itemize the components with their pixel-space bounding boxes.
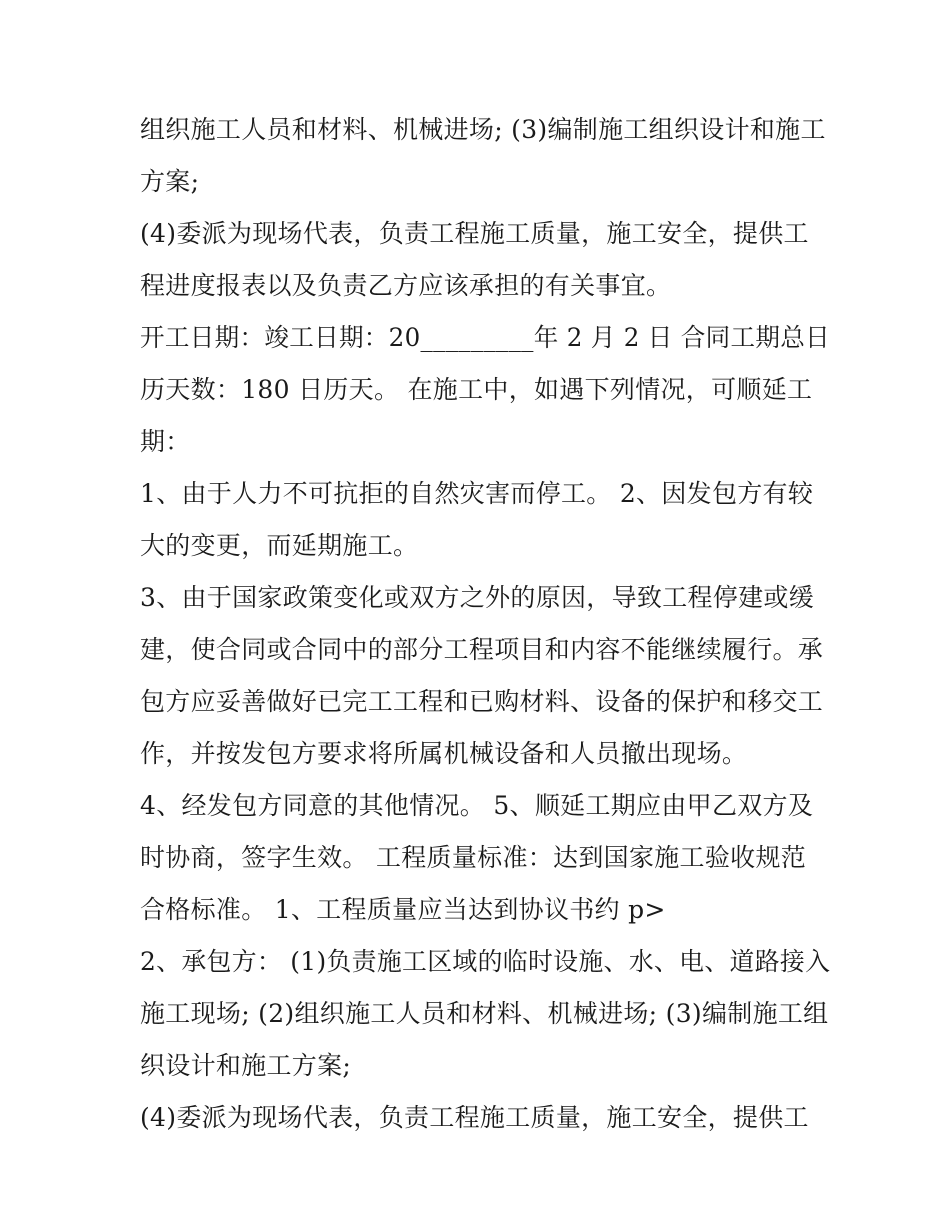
text-line: (4)委派为现场代表，负责工程施工质量，施工安全，提供工 (140, 1103, 809, 1132)
text-line: 施工现场; (2)组织施工人员和材料、机械进场; (3)编制施工组 (140, 999, 829, 1028)
text-line: 方案; (140, 167, 200, 196)
text-line: 建，使合同或合同中的部分工程项目和内容不能继续履行。承 (140, 635, 824, 664)
text-line: 历天数：180 日历天。 在施工中，如遇下列情况，可顺延工 (140, 375, 813, 404)
text-line: 合格标准。 1、工程质量应当达到协议书约 p> (140, 895, 666, 924)
text-line: 3、由于国家政策变化或双方之外的原因，导致工程停建或缓 (140, 583, 815, 612)
text-line: 织设计和施工方案; (140, 1051, 352, 1080)
text-line: 包方应妥善做好已完工工程和已购材料、设备的保护和移交工 (140, 687, 824, 716)
text-line: 4、经发包方同意的其他情况。 5、顺延工期应由甲乙双方及 (140, 791, 814, 820)
text-line: 1、由于人力不可抗拒的自然灾害而停工。 2、因发包方有较 (140, 479, 814, 508)
text-line: 期： (140, 427, 191, 456)
text-line: 组织施工人员和材料、机械进场; (3)编制施工组织设计和施工 (140, 115, 826, 144)
text-line: 程进度报表以及负责乙方应该承担的有关事宜。 (140, 271, 672, 300)
text-line: 大的变更，而延期施工。 (140, 531, 419, 560)
text-line: (4)委派为现场代表，负责工程施工质量，施工安全，提供工 (140, 219, 809, 248)
text-line: 2、承包方： (1)负责施工区域的临时设施、水、电、道路接入 (140, 947, 831, 976)
text-line: 作，并按发包方要求将所属机械设备和人员撤出现场。 (140, 739, 748, 768)
text-line: 开工日期：竣工日期：20_________年 2 月 2 日 合同工期总日 (140, 323, 830, 352)
text-line: 时协商，签字生效。 工程质量标准：达到国家施工验收规范 (140, 843, 807, 872)
